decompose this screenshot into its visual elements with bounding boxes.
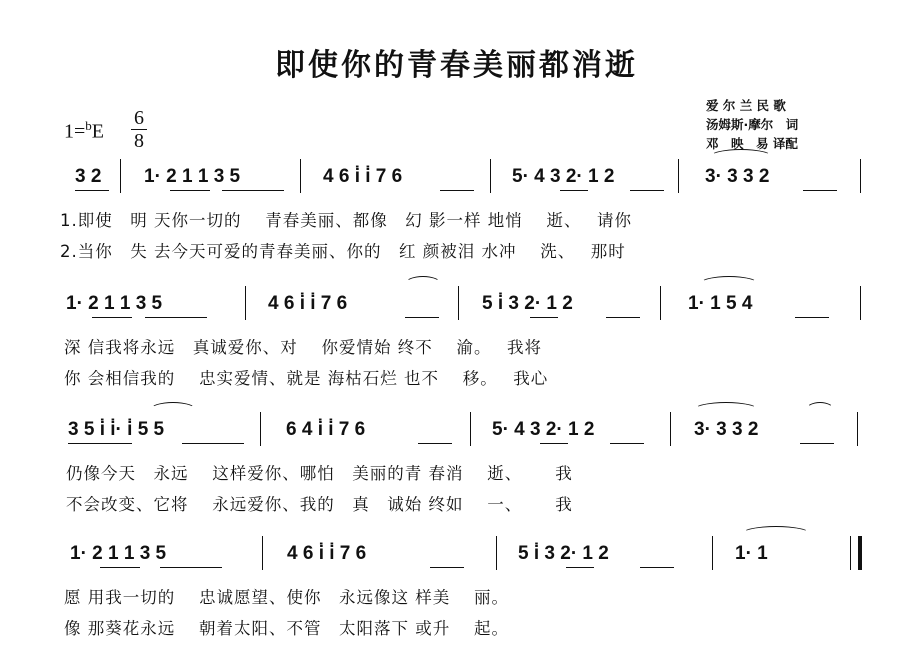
credit-origin: 爱 尔 兰 民 歌 xyxy=(706,98,786,113)
lyric-verse-2: 2.当你 失 去今天可爱的青春美丽、你的 红 颜被泪 水冲 洗、 那时 xyxy=(60,242,626,261)
measure-notes: 1· 2 1 1 3 5 xyxy=(66,293,163,314)
staff-row-4 xyxy=(0,542,913,662)
meter-top: 6 xyxy=(134,107,144,129)
credit-lyricist: 汤姆斯·摩尔 词 xyxy=(706,117,799,132)
measure-notes: 3 2 xyxy=(75,166,102,187)
key-prefix: 1= xyxy=(64,120,86,143)
flat-sign: b xyxy=(85,118,92,133)
measure-notes: 5· 4 3 2· 1 2 xyxy=(492,419,595,440)
staff-row-1 xyxy=(0,165,913,285)
lyric-verse-2: 你 会相信我的 忠实爱情、就是 海枯石烂 也不 移。 我心 xyxy=(64,369,549,388)
measure-notes: 4 6 i̇ i̇ 7 6 xyxy=(268,293,348,314)
measure-notes: 3· 3 3 2 xyxy=(694,419,759,440)
measure-notes: 5· 4 3 2· 1 2 xyxy=(512,166,615,187)
lyric-verse-1: 仍像今天 永远 这样爱你、哪怕 美丽的青 春消 逝、 我 xyxy=(66,464,573,483)
lyric-verse-1: 愿 用我一切的 忠诚愿望、使你 永远像这 样美 丽。 xyxy=(64,588,509,607)
measure-notes: 1· 2 1 1 3 5 xyxy=(144,166,241,187)
measure-notes: 1· 1 5 4 xyxy=(688,293,753,314)
measure-notes: 5 i̇ 3 2· 1 2 xyxy=(518,543,609,564)
credits xyxy=(706,96,798,153)
time-signature xyxy=(131,108,147,151)
measure-notes: 4 6 i̇ i̇ 7 6 xyxy=(323,166,403,187)
lyric-verse-1: 1.即使 明 天你一切的 青春美丽、都像 幻 影一样 地悄 逝、 请你 xyxy=(60,211,632,230)
measure-notes: 3· 3 3 2 xyxy=(705,166,770,187)
measure-notes: 6 4 i̇ i̇ 7 6 xyxy=(286,419,366,440)
key-signature xyxy=(64,118,104,144)
staff-row-3 xyxy=(0,418,913,538)
staff-row-2 xyxy=(0,292,913,412)
measure-notes: 4 6 i̇ i̇ 7 6 xyxy=(287,543,367,564)
measure-notes: 5 i̇ 3 2· 1 2 xyxy=(482,293,573,314)
measure-notes: 3 5 i̇ i̇· i̇ 5 5 xyxy=(68,419,165,440)
credit-translator: 邓 映 易 译配 xyxy=(706,136,798,151)
key-note: E xyxy=(91,120,104,143)
measure-notes: 1· 2 1 1 3 5 xyxy=(70,543,167,564)
lyric-verse-1: 深 信我将永远 真诚爱你、对 你爱情始 终不 渝。 我将 xyxy=(64,338,542,357)
song-title: 即使你的青春美丽都消逝 xyxy=(275,48,638,83)
measure-notes: 1· 1 xyxy=(735,543,768,564)
lyric-verse-2: 像 那葵花永远 朝着太阳、不管 太阳落下 或升 起。 xyxy=(64,619,509,638)
lyric-verse-2: 不会改变、它将 永远爱你、我的 真 诚始 终如 一、 我 xyxy=(66,495,573,514)
meter-bottom: 8 xyxy=(134,130,144,152)
